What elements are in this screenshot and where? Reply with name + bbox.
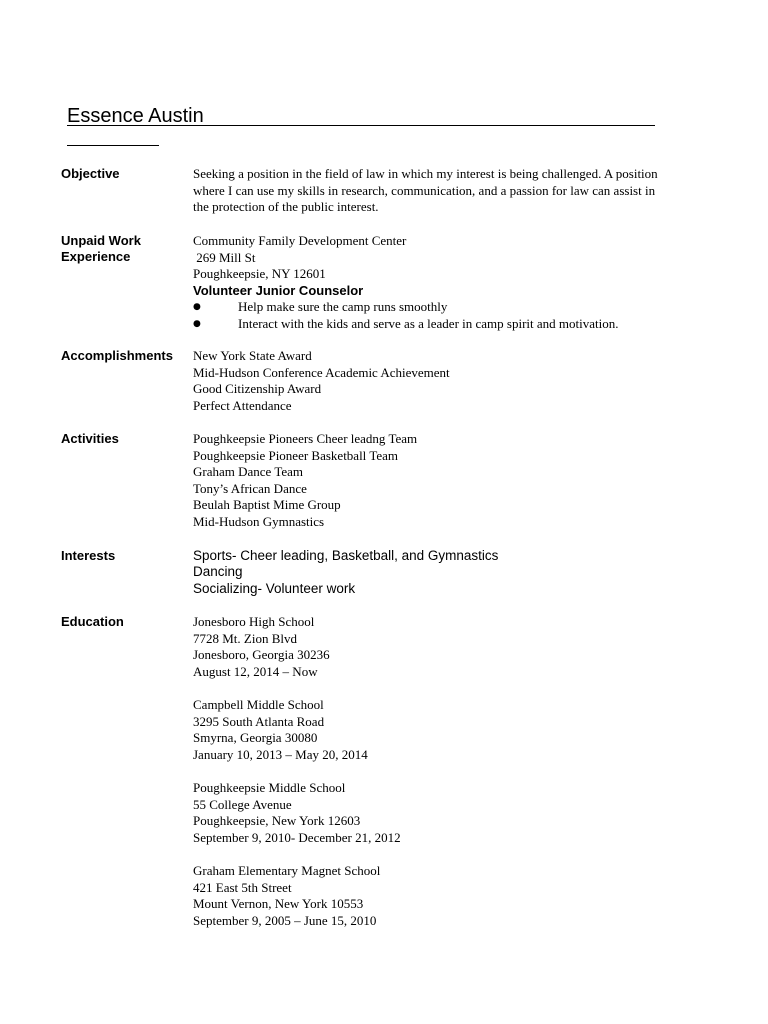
experience-role: Volunteer Junior Counselor bbox=[193, 282, 364, 298]
activities-list bbox=[193, 431, 693, 531]
name-underline bbox=[67, 125, 655, 126]
school-name: Campbell Middle School bbox=[193, 696, 324, 712]
activity-item: Tony’s African Dance bbox=[193, 480, 307, 496]
bullet-symbol: ● bbox=[193, 318, 201, 329]
activity-item: Graham Dance Team bbox=[193, 464, 304, 480]
interests-list bbox=[193, 548, 693, 597]
school-dates: January 10, 2013 – May 20, 2014 bbox=[193, 746, 368, 762]
accomplishment-item: Good Citizenship Award bbox=[193, 381, 322, 397]
experience-label-line: Experience bbox=[61, 249, 131, 264]
accomplishments-label: Accomplishments bbox=[61, 348, 173, 363]
school-address: 55 College Avenue bbox=[193, 796, 292, 812]
accomplishment-item: Perfect Attendance bbox=[193, 397, 292, 413]
activity-item: Mid-Hudson Gymnastics bbox=[193, 513, 325, 529]
objective-text bbox=[193, 166, 693, 216]
school-city: Poughkeepsie, New York 12603 bbox=[193, 813, 361, 829]
education-list bbox=[193, 614, 693, 929]
school-city: Jonesboro, Georgia 30236 bbox=[193, 647, 330, 663]
activity-item: Poughkeepsie Pioneers Cheer leadng Team bbox=[193, 431, 418, 446]
accomplishment-item: Mid-Hudson Conference Academic Achievement bbox=[193, 364, 450, 380]
interests-label: Interests bbox=[61, 548, 116, 563]
school-entry bbox=[193, 697, 693, 763]
school-address: 421 East 5th Street bbox=[193, 879, 292, 895]
experience-city: Poughkeepsie, NY 12601 bbox=[193, 266, 326, 282]
school-dates: September 9, 2010- December 21, 2012 bbox=[193, 829, 401, 845]
school-entry bbox=[193, 863, 693, 929]
interest-item: Dancing bbox=[193, 564, 243, 580]
school-spacer bbox=[193, 763, 693, 780]
school-spacer bbox=[193, 846, 693, 863]
interest-item: Sports- Cheer leading, Basketball, and Gymnastics bbox=[193, 548, 499, 563]
school-entry bbox=[193, 614, 693, 680]
experience-organization: Community Family Development Center bbox=[193, 233, 407, 248]
education-label: Education bbox=[61, 614, 124, 629]
bullet-symbol: ● bbox=[193, 302, 201, 313]
activity-item: Poughkeepsie Pioneer Basketball Team bbox=[193, 447, 398, 463]
header-divider bbox=[67, 145, 159, 146]
activity-item: Beulah Baptist Mime Group bbox=[193, 497, 341, 513]
experience-bullet-text: Interact with the kids and serve as a leader in camp spirit and motivation. bbox=[238, 315, 619, 331]
school-address: 7728 Mt. Zion Blvd bbox=[193, 630, 298, 646]
school-name: Jonesboro High School bbox=[193, 614, 315, 629]
objective-line: where I can use my skills in research, communication, and a passion for law can assist in bbox=[193, 182, 656, 198]
objective-line: Seeking a position in the field of law in which my interest is being challenged. A position bbox=[193, 166, 658, 181]
experience-bullet-item bbox=[193, 299, 693, 316]
objective-label: Objective bbox=[61, 166, 120, 181]
activities-label: Activities bbox=[61, 431, 119, 446]
experience-bullet-text: Help make sure the camp runs smoothly bbox=[238, 299, 448, 315]
applicant-name: Essence Austin bbox=[67, 105, 204, 127]
accomplishments-list bbox=[193, 348, 693, 414]
school-dates: August 12, 2014 – Now bbox=[193, 663, 318, 679]
school-city: Mount Vernon, New York 10553 bbox=[193, 896, 364, 912]
interest-item: Socializing- Volunteer work bbox=[193, 580, 356, 596]
experience-label bbox=[61, 233, 141, 265]
accomplishment-item: New York State Award bbox=[193, 348, 312, 363]
school-spacer bbox=[193, 680, 693, 697]
experience-street: 269 Mill St bbox=[193, 249, 256, 265]
school-name: Graham Elementary Magnet School bbox=[193, 862, 381, 878]
school-name: Poughkeepsie Middle School bbox=[193, 779, 346, 795]
school-city: Smyrna, Georgia 30080 bbox=[193, 730, 318, 746]
experience-label-line: Unpaid Work bbox=[61, 233, 141, 248]
school-dates: September 9, 2005 – June 15, 2010 bbox=[193, 912, 377, 928]
school-entry bbox=[193, 780, 693, 846]
school-address: 3295 South Atlanta Road bbox=[193, 713, 325, 729]
experience-bullet-item bbox=[193, 316, 693, 333]
objective-line: the protection of the public interest. bbox=[193, 199, 379, 215]
experience-details bbox=[193, 233, 693, 333]
